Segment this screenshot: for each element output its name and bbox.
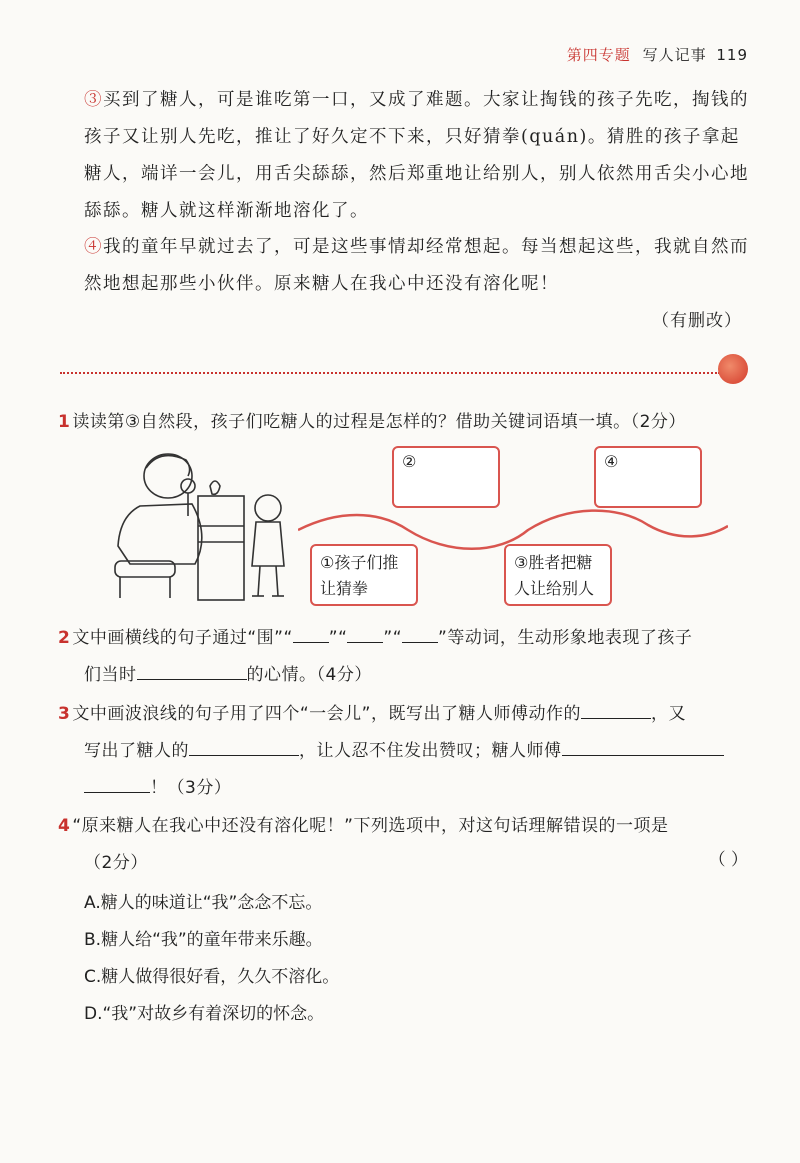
question-4 — [58, 808, 758, 845]
answer-parentheses[interactable]: （ ） — [708, 850, 748, 870]
page-number: 119 — [716, 46, 748, 64]
question-text: 写出了糖人的 — [84, 741, 189, 761]
blank-3[interactable] — [562, 737, 724, 756]
source-note: （有删改） — [652, 311, 742, 331]
topic-label: 写人记事 — [642, 46, 707, 64]
yarn-ball-icon — [718, 354, 748, 384]
option-b[interactable]: B.糖人给“我”的童年带来乐趣。 — [84, 930, 323, 950]
question-text: 读读第③自然段，孩子们吃糖人的过程是怎样的？借助关键词语填一填。（2分） — [72, 412, 686, 432]
question-text: ，又 — [650, 704, 686, 724]
question-1 — [58, 404, 758, 441]
question-3-line-3 — [84, 770, 784, 807]
question-text: ”“ — [328, 628, 348, 648]
page-header — [567, 44, 748, 65]
paragraph-text: 我的童年早就过去了，可是这些事情却经常想起。每当想起这些，我就自然而然地想起那些小伙伴。原来糖人在我心中还没有溶化呢！ — [84, 237, 749, 294]
question-text: ，让人忍不住发出赞叹；糖人师傅 — [299, 741, 562, 761]
paragraph-text: 买到了糖人，可是谁吃第一口，又成了难题。大家让掏钱的孩子先吃，掏钱的孩子又让别人先吃，推让了好久定不下来，只好猜拳(quán)。猜胜的孩子拿起糖人，端详一会儿，用舌尖舔舔，然后郑重地让给别人，别人依然用舌尖小心地舔舔。糖人就这样渐渐地溶化了。 — [84, 90, 749, 221]
section-label: 第四专题 — [566, 46, 631, 64]
question-text: 的心情。（4分） — [246, 665, 372, 685]
blank-4[interactable] — [84, 774, 150, 793]
paragraph-4 — [84, 229, 756, 303]
question-3 — [58, 696, 758, 733]
question-text: 文中画横线的句子通过“围”“ — [72, 628, 293, 648]
blank-3[interactable] — [402, 624, 438, 643]
option-c[interactable]: C.糖人做得很好看，久久不溶化。 — [84, 967, 340, 987]
blank-2[interactable] — [189, 737, 299, 756]
blank-4[interactable] — [137, 661, 247, 680]
paragraph-3 — [84, 82, 756, 230]
blank-2[interactable] — [347, 624, 383, 643]
candy-man-illustration — [100, 446, 300, 610]
answer-box-2[interactable]: ② — [392, 446, 500, 508]
hint-box-3: ③胜者把糖人让给别人 — [504, 544, 612, 606]
paragraph-number: ③ — [84, 90, 103, 110]
question-text: ！（3分） — [150, 778, 232, 798]
question-2 — [58, 620, 758, 657]
hint-box-1: ①孩子们推让猜拳 — [310, 544, 418, 606]
question-text: 文中画波浪线的句子用了四个“一会儿”，既写出了糖人师傅动作的 — [72, 704, 581, 724]
question-number: 2 — [58, 628, 71, 648]
question-text: 们当时 — [84, 665, 137, 685]
question-number: 4 — [58, 816, 71, 836]
question-text: “原来糖人在我心中还没有溶化呢！”下列选项中，对这句话理解错误的一项是 — [72, 816, 669, 836]
option-d[interactable]: D.“我”对故乡有着深切的怀念。 — [84, 1004, 325, 1024]
blank-1[interactable] — [293, 624, 329, 643]
question-text: ”等动词，生动形象地表现了孩子 — [438, 628, 693, 648]
question-number: 1 — [58, 412, 71, 432]
paragraph-number: ④ — [84, 237, 103, 257]
answer-box-4[interactable]: ④ — [594, 446, 702, 508]
blank-1[interactable] — [581, 700, 651, 719]
option-a[interactable]: A.糖人的味道让“我”念念不忘。 — [84, 893, 323, 913]
section-divider — [60, 372, 720, 374]
question-text: ”“ — [383, 628, 403, 648]
question-3-line-2 — [84, 733, 784, 770]
question-4-score: （2分） — [84, 853, 148, 873]
question-2-line-2 — [84, 657, 784, 694]
question-number: 3 — [58, 704, 71, 724]
